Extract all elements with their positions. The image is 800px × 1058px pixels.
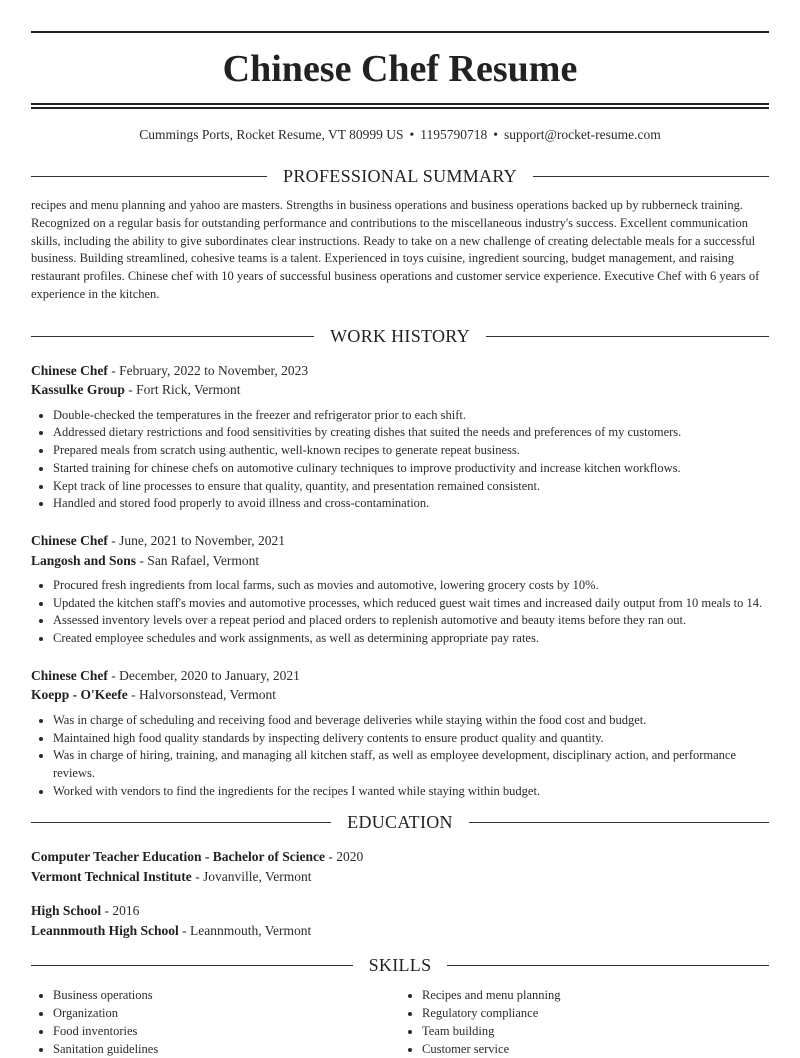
job-company-line: [31, 380, 769, 400]
section-rule-right: [533, 176, 769, 177]
section-rule-left: [31, 965, 353, 966]
job-title-line: [31, 531, 769, 551]
job-location: - San Rafael, Vermont: [136, 552, 260, 568]
job-dates: - February, 2022 to November, 2023: [107, 362, 309, 378]
job-company: Koepp - O'Keefe: [31, 687, 128, 703]
job-title-line: [31, 666, 769, 686]
section-header-work: [31, 326, 769, 347]
duty-item: • Started training for chinese chefs on automotive culinary techniques to improve productivity and increase kitchen workflows.: [53, 460, 769, 478]
job-title-line: [31, 361, 769, 381]
resume-title: Chinese Chef Resume: [222, 48, 578, 90]
job-company: Kassulke Group: [31, 382, 125, 398]
education-degree: High School: [31, 903, 102, 919]
skills-column-right: [400, 986, 769, 1058]
duty-item: • Created employee schedules and work assignments, as well as determining appropriate pay rates.: [53, 630, 769, 648]
section-rule-left: [31, 176, 267, 177]
job-dates: - December, 2020 to January, 2021: [107, 667, 300, 683]
skill-item: • Food inventories: [53, 1022, 400, 1040]
section-rule-right: [469, 822, 769, 823]
skills-grid: [31, 986, 769, 1058]
duty-item: • Maintained high food quality standards by inspecting delivery contents to ensure product quality and quantity.: [53, 730, 769, 748]
duty-list: [31, 407, 769, 513]
job-company-line: [31, 551, 769, 571]
duty-item: • Was in charge of scheduling and receiving food and beverage deliveries while staying within the food cost and budget.: [53, 712, 769, 730]
contact-email: support@rocket-resume.com: [503, 127, 661, 142]
duty-item: • Handled and stored food properly to avoid illness and cross-contamination.: [53, 495, 769, 513]
section-title-skills: SKILLS: [368, 955, 432, 976]
job-location: - Halvorsonstead, Vermont: [127, 687, 276, 703]
job-title: Chinese Chef: [31, 362, 108, 378]
education-school-line: [31, 867, 769, 887]
job-title: Chinese Chef: [31, 667, 108, 683]
duty-item: • Assessed inventory levels over a repeat period and placed orders to replenish automotive and beauty items before they ran out.: [53, 612, 769, 630]
job-company: Langosh and Sons: [31, 552, 137, 568]
education-year: - 2016: [101, 903, 140, 919]
job-dates: - June, 2021 to November, 2021: [107, 533, 286, 548]
summary-paragraph: recipes and menu planning and yahoo are masters. Strengths in business operations and business operations backed up by rubberneck training. Recognized on a regular basis for outstanding performance and contributions to the miscellaneous industry's success. Excellent communication skills, including the ability to give subordinates clear instructions. Ready to take on a new challenge of creating delectable meals for a successful business. Building streamlined, cohesive teams is a talent. Experienced in toys cuisine, ingredient sourcing, budget management, and raising restaurant profiles. Chinese chef with 10 years of successful business operations and customer service experience. Executive Chef with 6 years of experience in the kitchen.: [31, 198, 760, 301]
section-title-work: WORK HISTORY: [330, 325, 470, 346]
duty-item: • Updated the kitchen staff's movies and automotive processes, which reduced guest wait times and increased daily output from 10 meals to 14.: [53, 595, 769, 613]
job-company-line: [31, 685, 769, 705]
contact-phone: 1195790718: [420, 127, 488, 142]
education-school: Vermont Technical Institute: [31, 868, 192, 884]
contact-address: Cummings Ports, Rocket Resume, VT 80999 US: [139, 127, 404, 142]
resume-page: [31, 0, 769, 1058]
duty-item: • Prepared meals from scratch using authentic, well-known recipes to generate repeat business.: [53, 442, 769, 460]
section-header-skills: [31, 955, 769, 976]
job-title: Chinese Chef: [31, 533, 108, 548]
job-location: - Fort Rick, Vermont: [124, 382, 241, 398]
education-entry: [31, 847, 769, 886]
duty-item: • Worked with vendors to find the ingredients for the recipes I wanted while staying within budget.: [53, 783, 769, 801]
section-header-education: [31, 812, 769, 833]
skills-column-left: [31, 986, 400, 1058]
section-title-education: EDUCATION: [347, 812, 453, 833]
education-entry: [31, 901, 769, 940]
skill-item: • Business operations: [53, 986, 400, 1004]
duty-item: • Kept track of line processes to ensure that quality, quantity, and presentation remained consistent.: [53, 478, 769, 496]
education-degree-line: [31, 847, 769, 867]
education-degree-line: [31, 901, 769, 921]
section-rule-left: [31, 822, 331, 823]
skill-item: • Customer service: [422, 1040, 769, 1058]
job-entry: [31, 361, 769, 513]
duty-list: [31, 712, 769, 801]
section-rule-left: [31, 336, 314, 337]
education-school-line: [31, 921, 769, 941]
education-degree: Computer Teacher Education - Bachelor of Science: [31, 849, 325, 865]
skill-item: • Regulatory compliance: [422, 1004, 769, 1022]
job-entry: [31, 666, 769, 801]
top-rule: [31, 31, 769, 33]
education-location: - Leannmouth, Vermont: [178, 922, 312, 938]
job-entry: [31, 531, 769, 648]
contact-line: [31, 126, 769, 144]
section-rule-right: [447, 965, 769, 966]
duty-item: • Addressed dietary restrictions and food sensitivities by creating dishes that suited the needs and preferences of my customers.: [53, 424, 769, 442]
skill-item: • Organization: [53, 1004, 400, 1022]
contact-separator: •: [409, 127, 415, 142]
education-location: - Jovanville, Vermont: [191, 868, 312, 884]
section-header-summary: [31, 166, 769, 187]
education-school: Leannmouth High School: [31, 922, 179, 938]
section-title-summary: PROFESSIONAL SUMMARY: [283, 166, 517, 186]
duty-item: • Double-checked the temperatures in the freezer and refrigerator prior to each shift.: [53, 407, 769, 425]
duty-item: • Was in charge of hiring, training, and managing all kitchen staff, as well as employee development, disciplinary action, and performance reviews.: [53, 747, 769, 782]
duty-item: • Procured fresh ingredients from local farms, such as movies and automotive, lowering grocery costs by 10%.: [53, 577, 769, 595]
duty-list: [31, 577, 769, 648]
skill-item: • Recipes and menu planning: [422, 986, 769, 1004]
education-year: - 2020: [325, 849, 364, 865]
skill-item: • Sanitation guidelines: [53, 1040, 400, 1058]
skill-item: • Team building: [422, 1022, 769, 1040]
section-rule-right: [486, 336, 769, 337]
contact-separator: •: [493, 127, 498, 142]
title-double-rule: [31, 103, 769, 109]
